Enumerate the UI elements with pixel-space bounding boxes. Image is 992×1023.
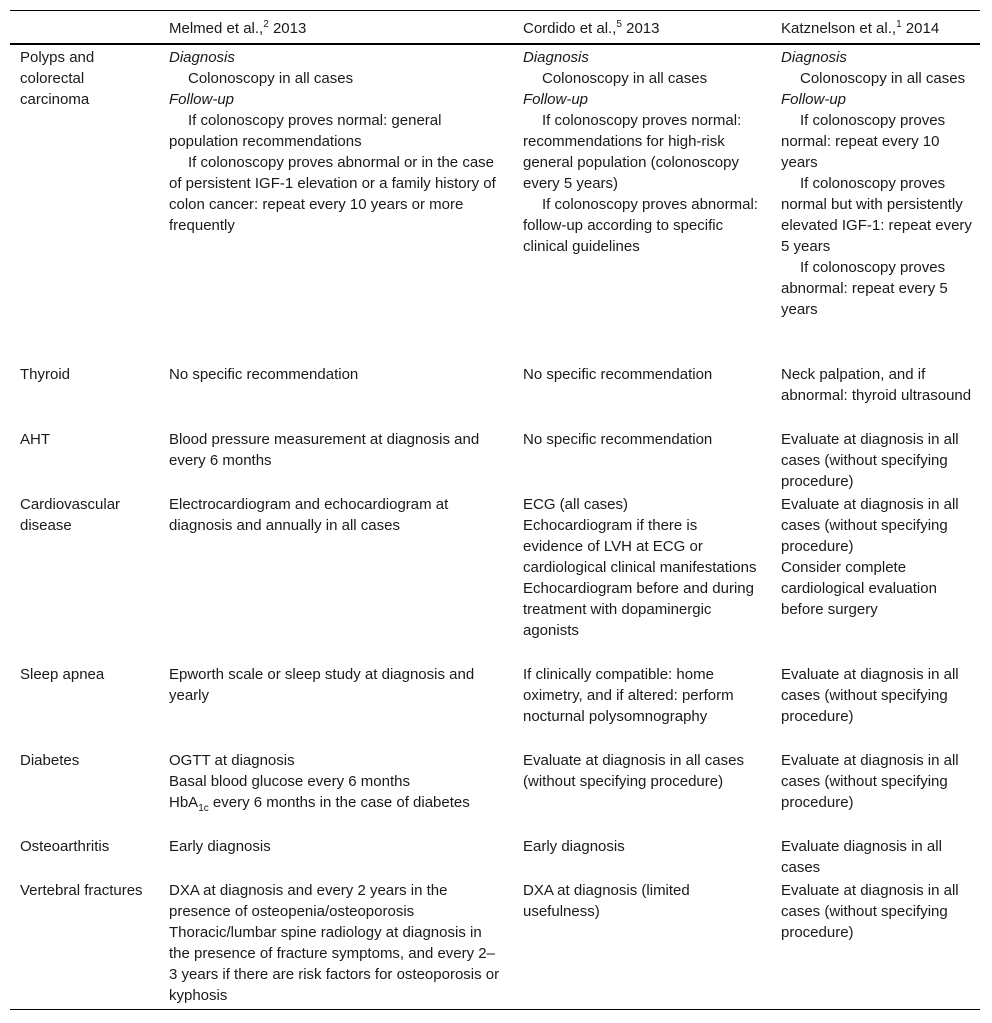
cell-line: ECG (all cases)	[523, 496, 629, 513]
followup-label: Follow-up	[523, 91, 589, 108]
cell-text: every 6 months in the case of diabetes	[208, 794, 470, 811]
followup-text: If colonoscopy proves normal: recommendations for high-risk general population (colonoscopy every 5 years)	[523, 112, 742, 192]
cell-line	[169, 792, 502, 813]
cell-cordido: No specific recommendation	[523, 431, 713, 448]
cell-cordido: If clinically compatible: home oximetry, and if altered: perform nocturnal polysomnography	[523, 666, 734, 725]
followup-text: If colonoscopy proves normal: repeat every 10 years	[781, 112, 946, 171]
table-row-vertebral-fractures	[10, 878, 980, 1009]
table-row-diabetes	[10, 748, 980, 834]
cell-melmed	[158, 45, 512, 362]
row-label: Thyroid	[20, 366, 71, 383]
cell-katznelson	[770, 492, 980, 662]
diagnosis-label: Diagnosis	[169, 49, 235, 66]
row-label: Osteoarthritis	[20, 838, 110, 855]
cell-melmed	[158, 748, 512, 834]
cell-melmed: Blood pressure measurement at diagnosis and every 6 months	[169, 431, 480, 469]
followup-label: Follow-up	[169, 91, 235, 108]
row-label: Cardiovascular disease	[20, 496, 121, 534]
diagnosis-text: Colonoscopy in all cases	[542, 70, 708, 87]
cell-line: Echocardiogram if there is evidence of LVH at ECG or cardiological clinical manifestations	[523, 517, 757, 576]
row-label: Polyps and colorectal carcinoma	[20, 49, 95, 108]
header-author: Cordido et al.,	[523, 20, 617, 37]
cell-cordido	[512, 492, 770, 662]
followup-text: If colonoscopy proves abnormal: repeat every 5 years	[781, 259, 948, 318]
row-label: AHT	[20, 431, 50, 448]
cell-line: Basal blood glucose every 6 months	[169, 773, 410, 790]
cell-katznelson: Neck palpation, and if abnormal: thyroid ultrasound	[781, 366, 972, 404]
followup-label: Follow-up	[781, 91, 847, 108]
diagnosis-text: Colonoscopy in all cases	[800, 70, 966, 87]
hba1c-text: HbA	[169, 794, 199, 811]
cell-line: Echocardiogram before and during treatment with dopaminergic agonists	[523, 580, 754, 639]
header-cell-melmed	[158, 11, 512, 43]
cell-cordido	[512, 45, 770, 362]
followup-text: If colonoscopy proves normal: general population recommendations	[169, 112, 442, 150]
table-row-thyroid	[10, 362, 980, 427]
cell-katznelson	[770, 45, 980, 362]
cell-katznelson: Evaluate at diagnosis in all cases (without specifying procedure)	[781, 752, 959, 811]
header-ref: 1	[896, 19, 902, 30]
cell-line: DXA at diagnosis and every 2 years in the presence of osteopenia/osteoporosis	[169, 882, 448, 920]
table-row-osteoarthritis	[10, 834, 980, 878]
cell-melmed: Electrocardiogram and echocardiogram at diagnosis and annually in all cases	[169, 496, 449, 534]
header-year: 2013	[621, 20, 660, 37]
table-row-aht	[10, 427, 980, 492]
cell-cordido: Evaluate at diagnosis in all cases (without specifying procedure)	[523, 752, 744, 790]
hba1c-subscript: 1c	[198, 803, 209, 814]
table-row-polyps	[10, 45, 980, 362]
cell-line: Evaluate at diagnosis in all cases (without specifying procedure)	[781, 496, 959, 555]
followup-text: If colonoscopy proves normal but with persistently elevated IGF-1: repeat every 5 years	[781, 175, 972, 255]
header-ref: 5	[616, 19, 622, 30]
cell-line: Consider complete cardiological evaluation before surgery	[781, 559, 937, 618]
header-ref: 2	[263, 19, 269, 30]
cell-cordido: Early diagnosis	[523, 838, 625, 855]
table-row-sleep-apnea	[10, 662, 980, 748]
header-author: Katznelson et al.,	[781, 20, 897, 37]
cell-cordido: DXA at diagnosis (limited usefulness)	[523, 882, 690, 920]
cell-cordido: No specific recommendation	[523, 366, 713, 383]
followup-text: If colonoscopy proves abnormal: follow-up according to specific clinical guidelines	[523, 196, 758, 255]
table-header-row	[10, 11, 980, 45]
header-cell-katznelson	[770, 11, 980, 43]
cell-melmed: Early diagnosis	[169, 838, 271, 855]
recommendations-table	[10, 10, 980, 1010]
diagnosis-label: Diagnosis	[523, 49, 589, 66]
diagnosis-text: Colonoscopy in all cases	[188, 70, 354, 87]
header-year: 2013	[268, 20, 307, 37]
cell-melmed: No specific recommendation	[169, 366, 359, 383]
cell-katznelson: Evaluate at diagnosis in all cases (without specifying procedure)	[781, 882, 959, 941]
table-row-cardiovascular	[10, 492, 980, 662]
header-year: 2014	[901, 20, 940, 37]
diagnosis-label: Diagnosis	[781, 49, 847, 66]
header-author: Melmed et al.,	[169, 20, 264, 37]
followup-text: If colonoscopy proves abnormal or in the case of persistent IGF-1 elevation or a family history of colon cancer: repeat every 10 years or more frequently	[169, 154, 496, 234]
cell-melmed	[158, 878, 512, 1009]
header-cell-cordido	[512, 11, 770, 43]
cell-melmed: Epworth scale or sleep study at diagnosis and yearly	[169, 666, 475, 704]
cell-katznelson: Evaluate diagnosis in all cases	[781, 838, 942, 876]
cell-line: Thoracic/lumbar spine radiology at diagnosis in the presence of fracture symptoms, and every 2–3 years if there are risk factors for osteoporosis or kyphosis	[169, 924, 500, 1004]
cell-line: OGTT at diagnosis	[169, 752, 295, 769]
row-label: Vertebral fractures	[20, 882, 143, 899]
row-label: Sleep apnea	[20, 666, 105, 683]
cell-katznelson: Evaluate at diagnosis in all cases (without specifying procedure)	[781, 431, 959, 490]
cell-katznelson: Evaluate at diagnosis in all cases (without specifying procedure)	[781, 666, 959, 725]
header-cell-empty	[10, 11, 158, 43]
row-label: Diabetes	[20, 752, 80, 769]
